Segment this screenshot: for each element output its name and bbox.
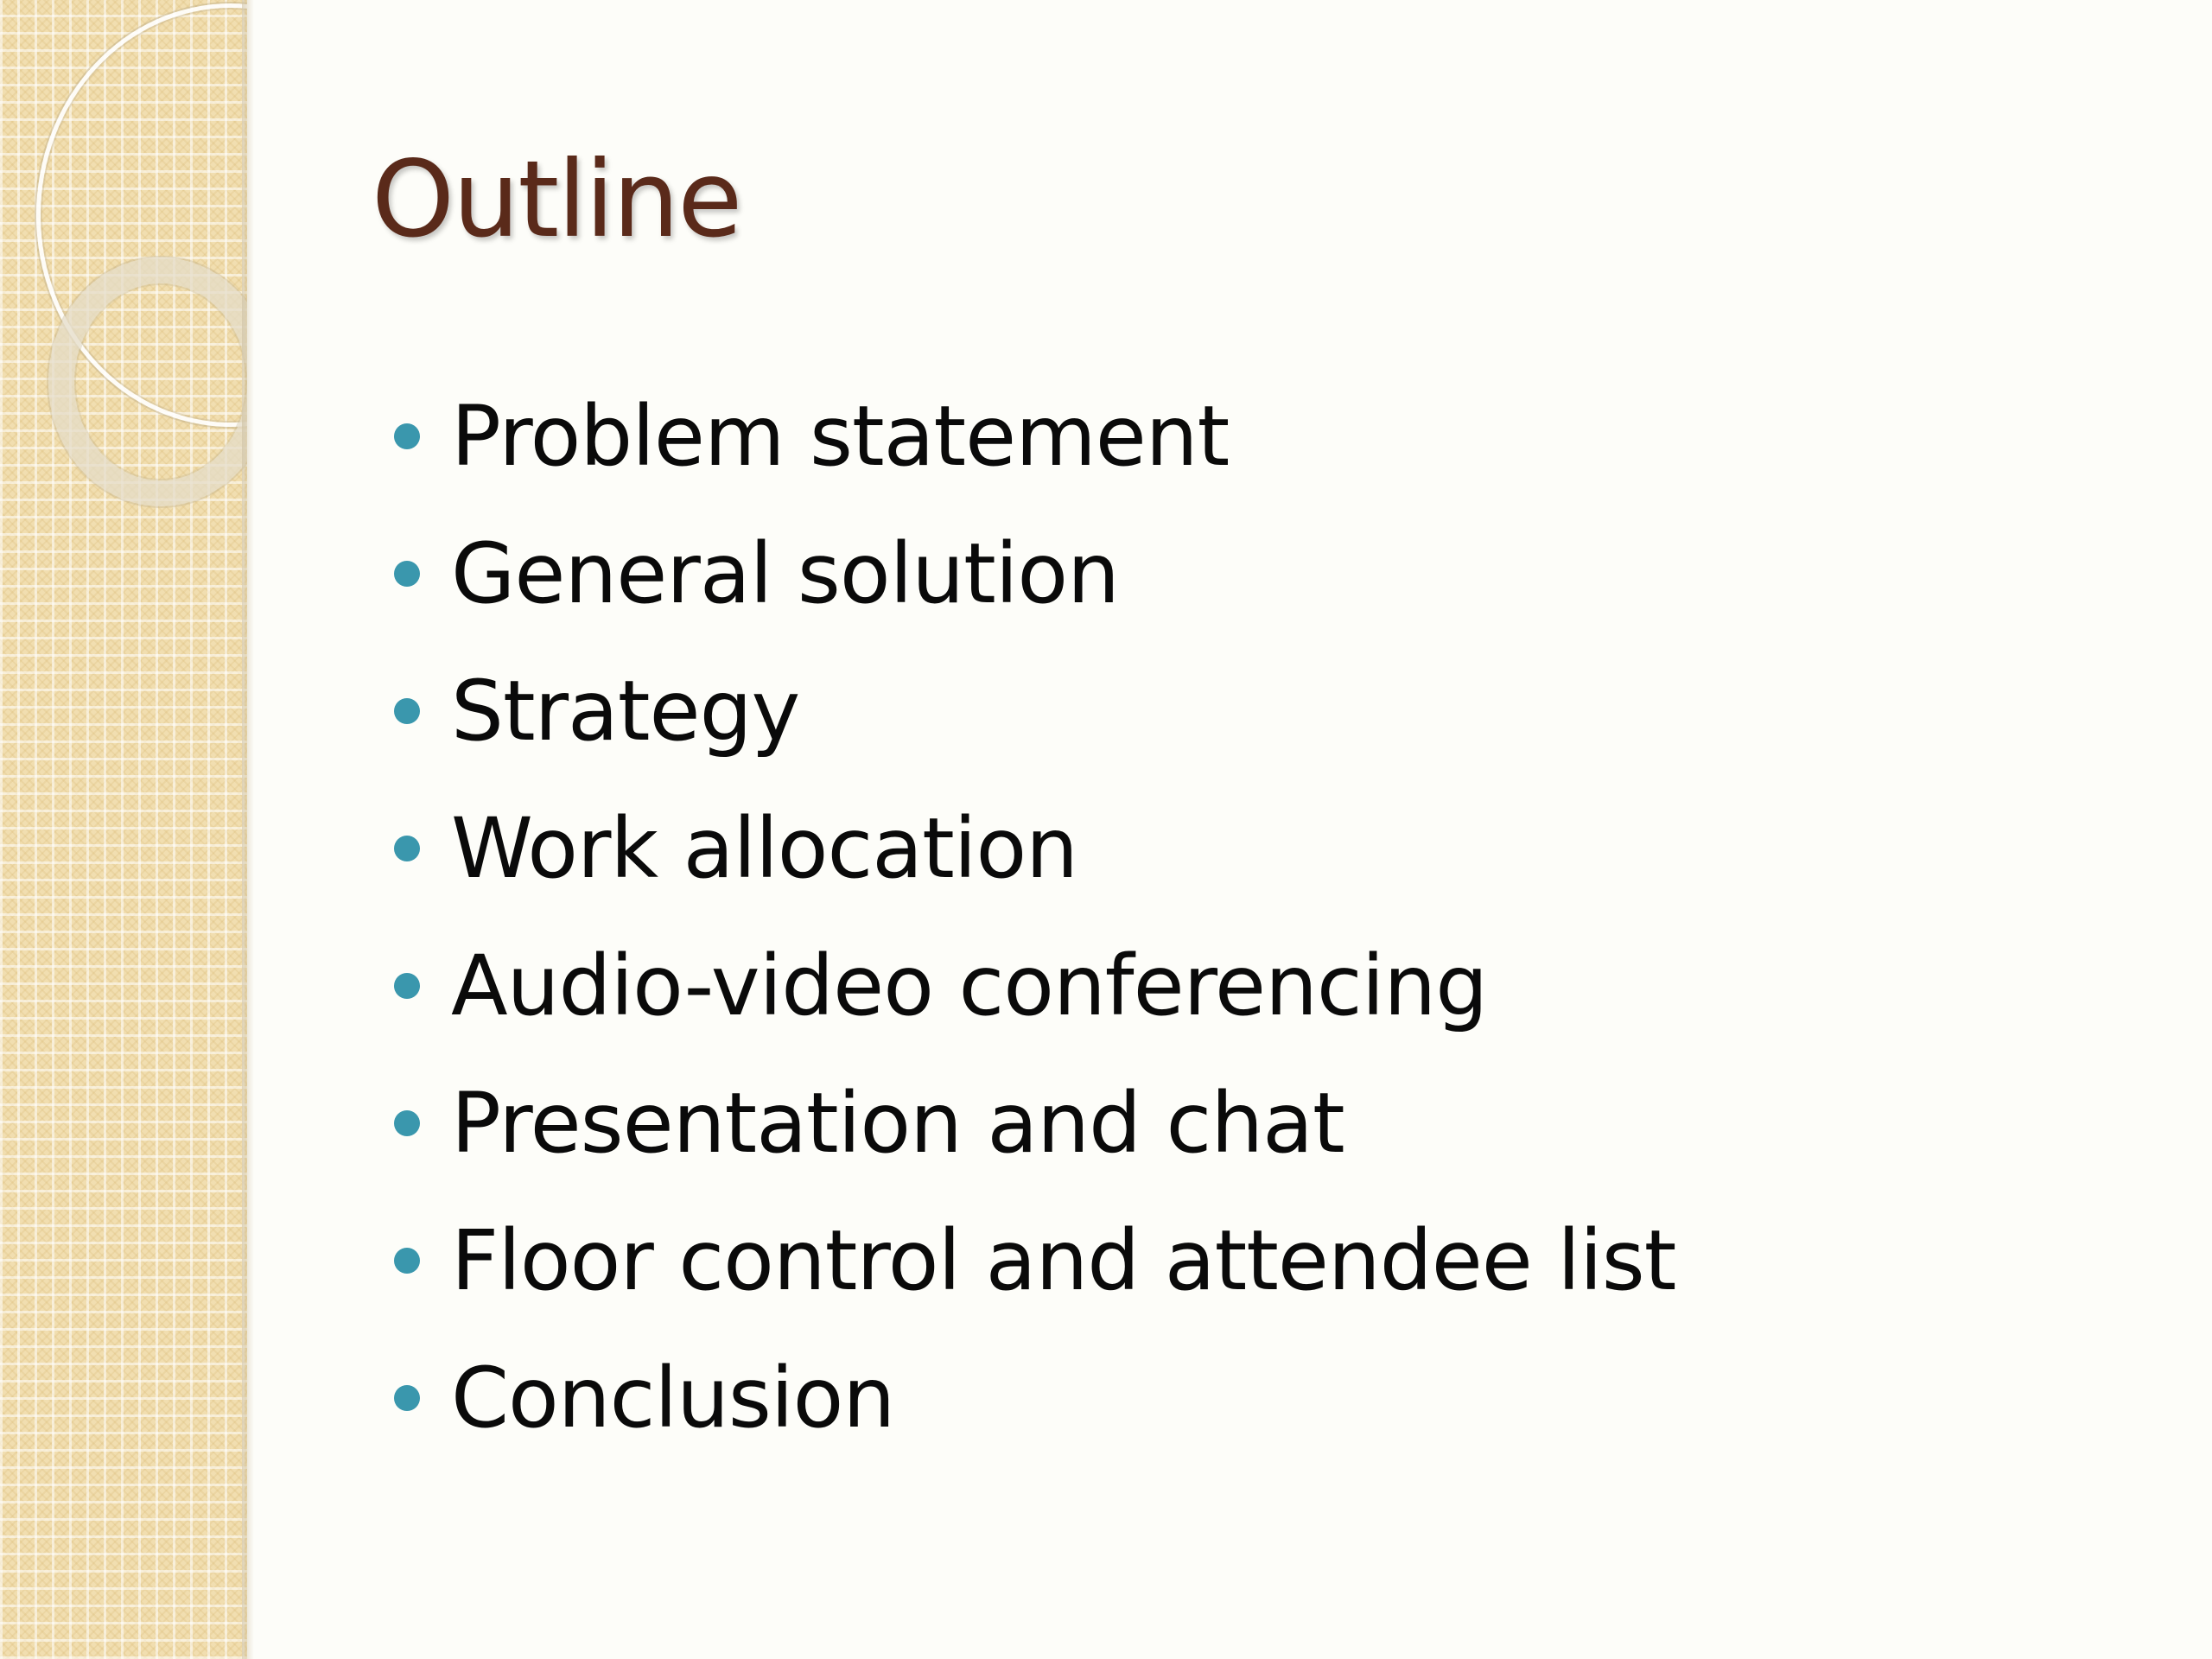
bullet-dot-icon [394, 1385, 420, 1411]
list-item [394, 779, 1675, 917]
bullet-list [394, 367, 1675, 1466]
list-item [394, 1329, 1675, 1466]
bullet-text: Work allocation [451, 799, 1078, 897]
bullet-dot-icon [394, 561, 420, 587]
list-item [394, 1192, 1675, 1329]
bullet-text: Audio-video conferencing [451, 937, 1488, 1034]
list-item [394, 1054, 1675, 1192]
bullet-dot-icon [394, 973, 420, 999]
bullet-dot-icon [394, 698, 420, 724]
list-item [394, 505, 1675, 642]
decorative-rings [0, 0, 247, 1659]
bullet-dot-icon [394, 1248, 420, 1274]
bullet-text: Floor control and attendee list [451, 1211, 1676, 1309]
bullet-text: Problem statement [451, 387, 1230, 485]
list-item [394, 642, 1675, 779]
slide-title: Outline [372, 138, 741, 261]
list-item [394, 367, 1675, 505]
bullet-dot-icon [394, 1110, 420, 1136]
list-item [394, 917, 1675, 1054]
bullet-text: Conclusion [451, 1349, 895, 1446]
side-panel-edge [242, 0, 254, 1659]
bullet-text: Strategy [451, 662, 800, 760]
bullet-dot-icon [394, 423, 420, 449]
bullet-text: Presentation and chat [451, 1074, 1344, 1172]
bullet-text: General solution [451, 524, 1119, 622]
bullet-dot-icon [394, 836, 420, 861]
